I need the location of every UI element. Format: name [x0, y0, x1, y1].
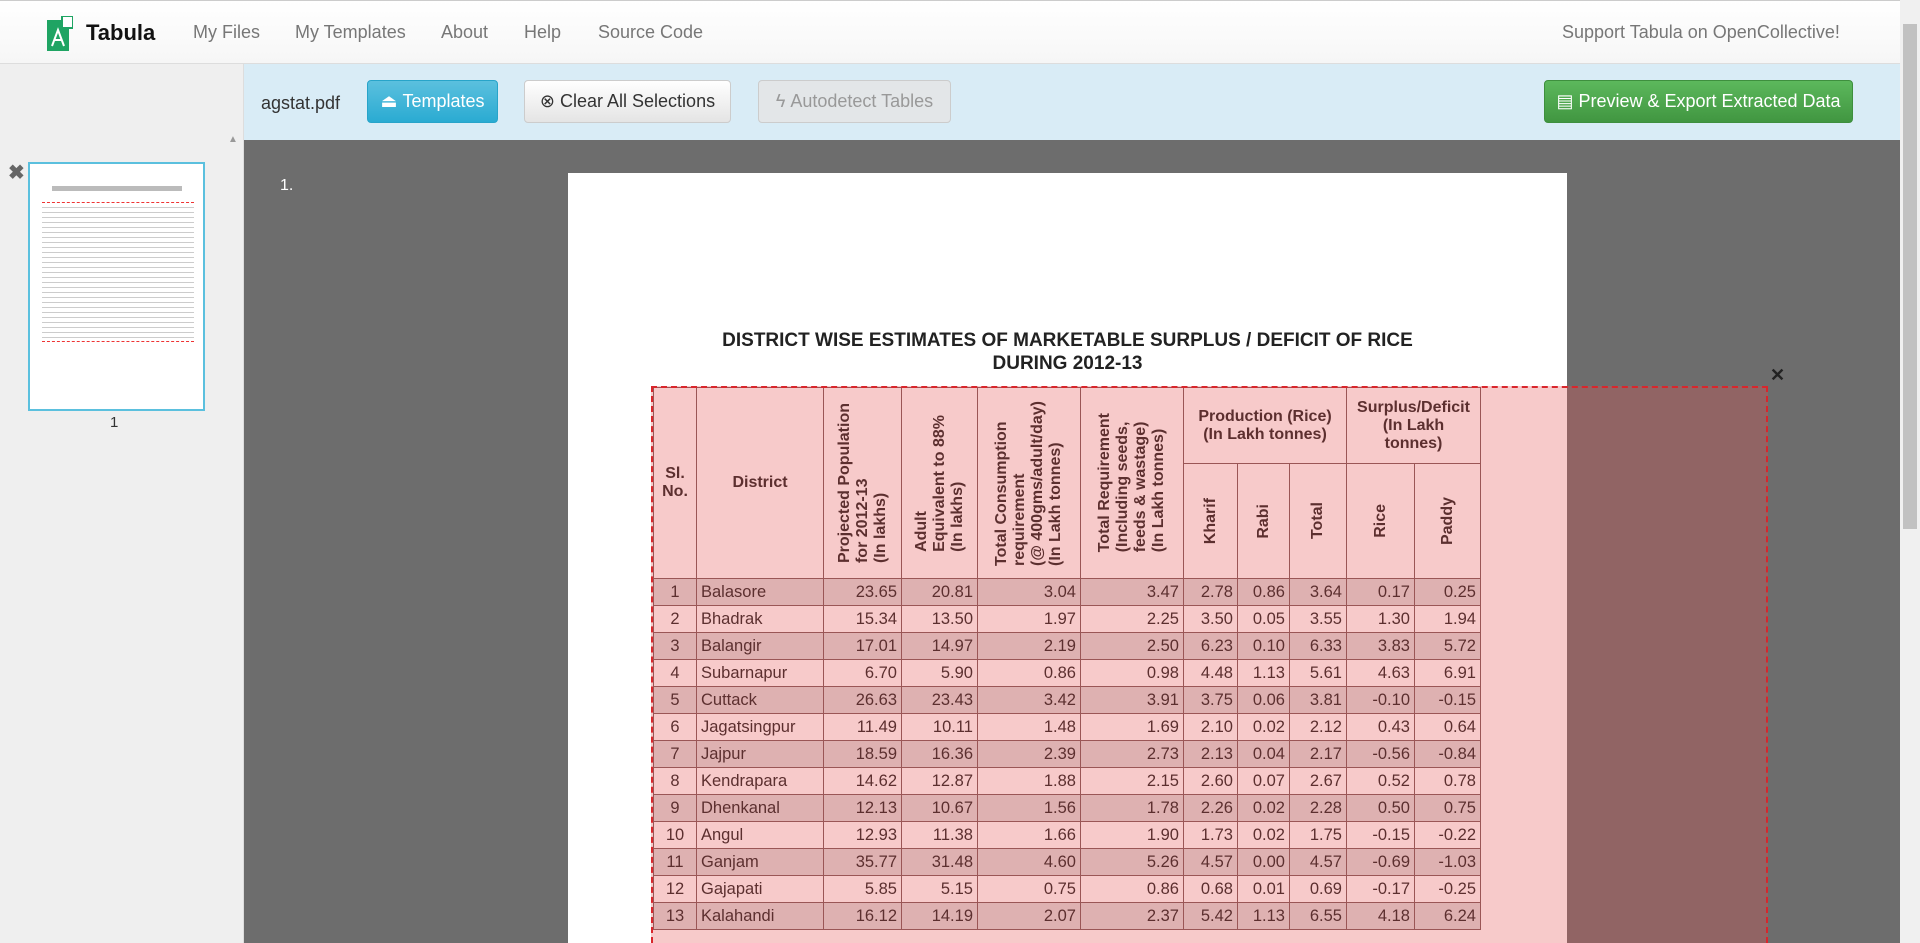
page-thumbnail[interactable] — [28, 162, 205, 411]
table-cell: 1.88 — [978, 768, 1081, 795]
table-cell: 1.90 — [1081, 822, 1184, 849]
table-cell: Jajpur — [697, 741, 824, 768]
table-cell: 12 — [654, 876, 697, 903]
header-population: Projected Population for 2012-13 (In lakhs) — [824, 388, 902, 579]
table-cell: 13 — [654, 903, 697, 930]
table-cell: 13.50 — [902, 606, 978, 633]
table-cell: 5.15 — [902, 876, 978, 903]
table-cell: -0.15 — [1347, 822, 1415, 849]
table-cell: 1 — [654, 579, 697, 606]
table-cell: 2.28 — [1290, 795, 1347, 822]
table-cell: Gajapati — [697, 876, 824, 903]
table-cell: 18.59 — [824, 741, 902, 768]
table-cell: 3.83 — [1347, 633, 1415, 660]
header-district: District — [697, 388, 824, 579]
table-cell: 23.65 — [824, 579, 902, 606]
table-cell: 14.97 — [902, 633, 978, 660]
table-cell: 0.68 — [1184, 876, 1238, 903]
table-cell: Jagatsingpur — [697, 714, 824, 741]
table-cell: 5 — [654, 687, 697, 714]
document-title — [568, 329, 1567, 375]
table-cell: 10.11 — [902, 714, 978, 741]
table-cell: 3.55 — [1290, 606, 1347, 633]
table-selection-area[interactable] — [651, 386, 1768, 943]
table-cell: 2.37 — [1081, 903, 1184, 930]
table-cell: 1.13 — [1238, 660, 1290, 687]
table-cell: 0.07 — [1238, 768, 1290, 795]
toolbar — [244, 64, 1900, 140]
table-cell: Kendrapara — [697, 768, 824, 795]
table-cell: 1.66 — [978, 822, 1081, 849]
table-cell: 1.75 — [1290, 822, 1347, 849]
table-cell: 3 — [654, 633, 697, 660]
table-cell: 4 — [654, 660, 697, 687]
table-cell: 16.12 — [824, 903, 902, 930]
page-scrollbar[interactable] — [1900, 0, 1920, 943]
table-cell: 0.17 — [1347, 579, 1415, 606]
table-cell: 1.13 — [1238, 903, 1290, 930]
table-cell: 2.10 — [1184, 714, 1238, 741]
header-consumption: Total Consumption requirement (@ 400gms/adult/day) (In Lakh tonnes) — [978, 388, 1081, 579]
table-cell: Balasore — [697, 579, 824, 606]
table-cell: 4.48 — [1184, 660, 1238, 687]
header-production: Production (Rice) (In Lakh tonnes) — [1184, 388, 1347, 464]
table-cell: 3.81 — [1290, 687, 1347, 714]
table-cell: 0.10 — [1238, 633, 1290, 660]
header-slno: Sl. No. — [654, 388, 697, 579]
table-cell: 0.98 — [1081, 660, 1184, 687]
table-cell: 0.52 — [1347, 768, 1415, 795]
header-surplus: Surplus/Deficit (In Lakh tonnes) — [1347, 388, 1481, 464]
table-cell: 6.24 — [1415, 903, 1481, 930]
table-cell: 2.67 — [1290, 768, 1347, 795]
clear-all-selections-button[interactable] — [524, 80, 731, 123]
header-adult: Adult Equivalent to 88% (In lakhs) — [902, 388, 978, 579]
table-cell: 3.50 — [1184, 606, 1238, 633]
scrollbar-thumb[interactable] — [1903, 24, 1917, 529]
table-cell: Angul — [697, 822, 824, 849]
nav-about[interactable]: About — [441, 22, 489, 42]
table-cell: 2 — [654, 606, 697, 633]
table-cell: Ganjam — [697, 849, 824, 876]
thumb-title — [52, 186, 182, 191]
table-cell: 0.43 — [1347, 714, 1415, 741]
table-cell: Subarnapur — [697, 660, 824, 687]
table-cell: 1.73 — [1184, 822, 1238, 849]
table-cell: 0.25 — [1415, 579, 1481, 606]
templates-icon: ⏏ — [380, 91, 398, 111]
table-cell: 4.60 — [978, 849, 1081, 876]
table-cell: 0.00 — [1238, 849, 1290, 876]
table-cell: 4.57 — [1290, 849, 1347, 876]
remove-page-icon[interactable]: ✖ — [8, 162, 25, 184]
flash-icon: ϟ — [775, 91, 786, 111]
table-cell: 0.86 — [1081, 876, 1184, 903]
table-cell: 12.13 — [824, 795, 902, 822]
brand-name[interactable]: Tabula — [86, 20, 156, 45]
templates-button[interactable] — [367, 80, 498, 123]
table-cell: 1.69 — [1081, 714, 1184, 741]
nav-support-link[interactable]: Support Tabula on OpenCollective! — [1562, 22, 1840, 42]
table-cell: 0.86 — [1238, 579, 1290, 606]
table-cell: 4.63 — [1347, 660, 1415, 687]
remove-selection-icon[interactable]: ✕ — [1770, 365, 1786, 385]
table-cell: 31.48 — [902, 849, 978, 876]
header-paddy: Paddy — [1415, 464, 1481, 579]
table-cell: 0.05 — [1238, 606, 1290, 633]
table-cell: 8 — [654, 768, 697, 795]
table-cell: 2.25 — [1081, 606, 1184, 633]
table-cell: 12.93 — [824, 822, 902, 849]
table-cell: 6.33 — [1290, 633, 1347, 660]
table-cell: 10.67 — [902, 795, 978, 822]
table-cell: 0.75 — [1415, 795, 1481, 822]
table-cell: 0.02 — [1238, 822, 1290, 849]
table-cell: 11 — [654, 849, 697, 876]
table-cell: -0.69 — [1347, 849, 1415, 876]
table-cell: 0.78 — [1415, 768, 1481, 795]
table-cell: 11.38 — [902, 822, 978, 849]
table-cell: 5.26 — [1081, 849, 1184, 876]
table-cell: 5.61 — [1290, 660, 1347, 687]
clear-label: Clear All Selections — [560, 91, 716, 111]
table-cell: 3.64 — [1290, 579, 1347, 606]
table-cell: 2.19 — [978, 633, 1081, 660]
table-cell: 2.12 — [1290, 714, 1347, 741]
header-rabi: Rabi — [1238, 464, 1290, 579]
table-cell: 2.50 — [1081, 633, 1184, 660]
table-cell: 2.13 — [1184, 741, 1238, 768]
table-cell: 15.34 — [824, 606, 902, 633]
table-cell: 35.77 — [824, 849, 902, 876]
table-cell: 5.42 — [1184, 903, 1238, 930]
table-cell: 1.56 — [978, 795, 1081, 822]
page-sidebar — [0, 64, 244, 943]
table-cell: 23.43 — [902, 687, 978, 714]
table-cell: 2.26 — [1184, 795, 1238, 822]
table-cell: 0.01 — [1238, 876, 1290, 903]
table-cell: 14.19 — [902, 903, 978, 930]
table-cell: 5.90 — [902, 660, 978, 687]
table-cell: 4.57 — [1184, 849, 1238, 876]
table-cell: 14.62 — [824, 768, 902, 795]
table-cell: 2.39 — [978, 741, 1081, 768]
table-cell: 3.42 — [978, 687, 1081, 714]
table-cell: -0.84 — [1415, 741, 1481, 768]
table-cell: 1.97 — [978, 606, 1081, 633]
table-cell: 0.75 — [978, 876, 1081, 903]
table-cell: 2.73 — [1081, 741, 1184, 768]
table-cell: 4.18 — [1347, 903, 1415, 930]
table-cell: 3.75 — [1184, 687, 1238, 714]
table-cell: 6.23 — [1184, 633, 1238, 660]
table-cell: Kalahandi — [697, 903, 824, 930]
table-cell: Balangir — [697, 633, 824, 660]
table-cell: 5.72 — [1415, 633, 1481, 660]
table-cell: Dhenkanal — [697, 795, 824, 822]
table-cell: 3.47 — [1081, 579, 1184, 606]
table-cell: 2.78 — [1184, 579, 1238, 606]
header-rice: Rice — [1347, 464, 1415, 579]
table-cell: 6.55 — [1290, 903, 1347, 930]
preview-export-button[interactable] — [1544, 80, 1853, 123]
remove-circle-icon: ⊗ — [539, 91, 555, 111]
table-cell: 2.60 — [1184, 768, 1238, 795]
table-cell: 3.04 — [978, 579, 1081, 606]
table-cell: 0.04 — [1238, 741, 1290, 768]
table-cell: Bhadrak — [697, 606, 824, 633]
table-cell: 2.07 — [978, 903, 1081, 930]
document-viewer — [244, 140, 1900, 943]
nav-source-code[interactable]: Source Code — [598, 22, 704, 42]
nav-my-files[interactable]: My Files — [193, 22, 260, 42]
table-cell: -0.10 — [1347, 687, 1415, 714]
table-cell: 17.01 — [824, 633, 902, 660]
thumb-selection — [42, 202, 194, 342]
table-cell: -0.56 — [1347, 741, 1415, 768]
autodetect-tables-button[interactable] — [758, 80, 951, 123]
tabula-logo-icon[interactable] — [47, 16, 73, 51]
table-cell: 2.15 — [1081, 768, 1184, 795]
table-cell: 1.78 — [1081, 795, 1184, 822]
table-cell: 11.49 — [824, 714, 902, 741]
thumbnail-page-number: 1 — [110, 414, 119, 431]
table-cell: 6 — [654, 714, 697, 741]
table-cell: 12.87 — [902, 768, 978, 795]
table-cell: 20.81 — [902, 579, 978, 606]
title-line-2: DURING 2012-13 — [992, 353, 1143, 374]
autodetect-label: Autodetect Tables — [790, 91, 934, 111]
top-navbar — [0, 0, 1900, 64]
table-cell: 6.70 — [824, 660, 902, 687]
table-cell: 26.63 — [824, 687, 902, 714]
page-number-label: 1. — [280, 177, 294, 194]
preview-label: Preview & Export Extracted Data — [1578, 91, 1841, 111]
table-cell: Cuttack — [697, 687, 824, 714]
table-cell: 10 — [654, 822, 697, 849]
scroll-up-icon[interactable]: ▲ — [228, 134, 238, 145]
header-kharif: Kharif — [1184, 464, 1238, 579]
table-cell: -0.22 — [1415, 822, 1481, 849]
table-cell: 16.36 — [902, 741, 978, 768]
table-cell: 1.94 — [1415, 606, 1481, 633]
file-name: agstat.pdf — [261, 93, 341, 113]
nav-my-templates[interactable]: My Templates — [295, 22, 406, 42]
nav-help[interactable]: Help — [524, 22, 562, 42]
table-cell: 0.02 — [1238, 714, 1290, 741]
table-cell: 7 — [654, 741, 697, 768]
table-cell: 0.64 — [1415, 714, 1481, 741]
table-cell: 0.69 — [1290, 876, 1347, 903]
list-icon: ▤ — [1556, 91, 1574, 111]
table-cell: -1.03 — [1415, 849, 1481, 876]
table-cell: 0.50 — [1347, 795, 1415, 822]
header-requirement: Total Requirement (Including seeds, feeds & wastage) (In Lakh tonnes) — [1081, 388, 1184, 579]
table-cell: 0.06 — [1238, 687, 1290, 714]
table-cell: 3.91 — [1081, 687, 1184, 714]
table-cell: 1.48 — [978, 714, 1081, 741]
header-total: Total — [1290, 464, 1347, 579]
table-cell: 5.85 — [824, 876, 902, 903]
table-cell: -0.17 — [1347, 876, 1415, 903]
table-cell: -0.15 — [1415, 687, 1481, 714]
table-cell: 0.02 — [1238, 795, 1290, 822]
title-line-1: DISTRICT WISE ESTIMATES OF MARKETABLE SURPLUS / DEFICIT OF RICE — [722, 330, 1413, 351]
table-cell: 1.30 — [1347, 606, 1415, 633]
table-cell: -0.25 — [1415, 876, 1481, 903]
templates-label: Templates — [402, 91, 485, 111]
table-cell: 0.86 — [978, 660, 1081, 687]
table-cell: 2.17 — [1290, 741, 1347, 768]
table-cell: 6.91 — [1415, 660, 1481, 687]
table-cell: 9 — [654, 795, 697, 822]
